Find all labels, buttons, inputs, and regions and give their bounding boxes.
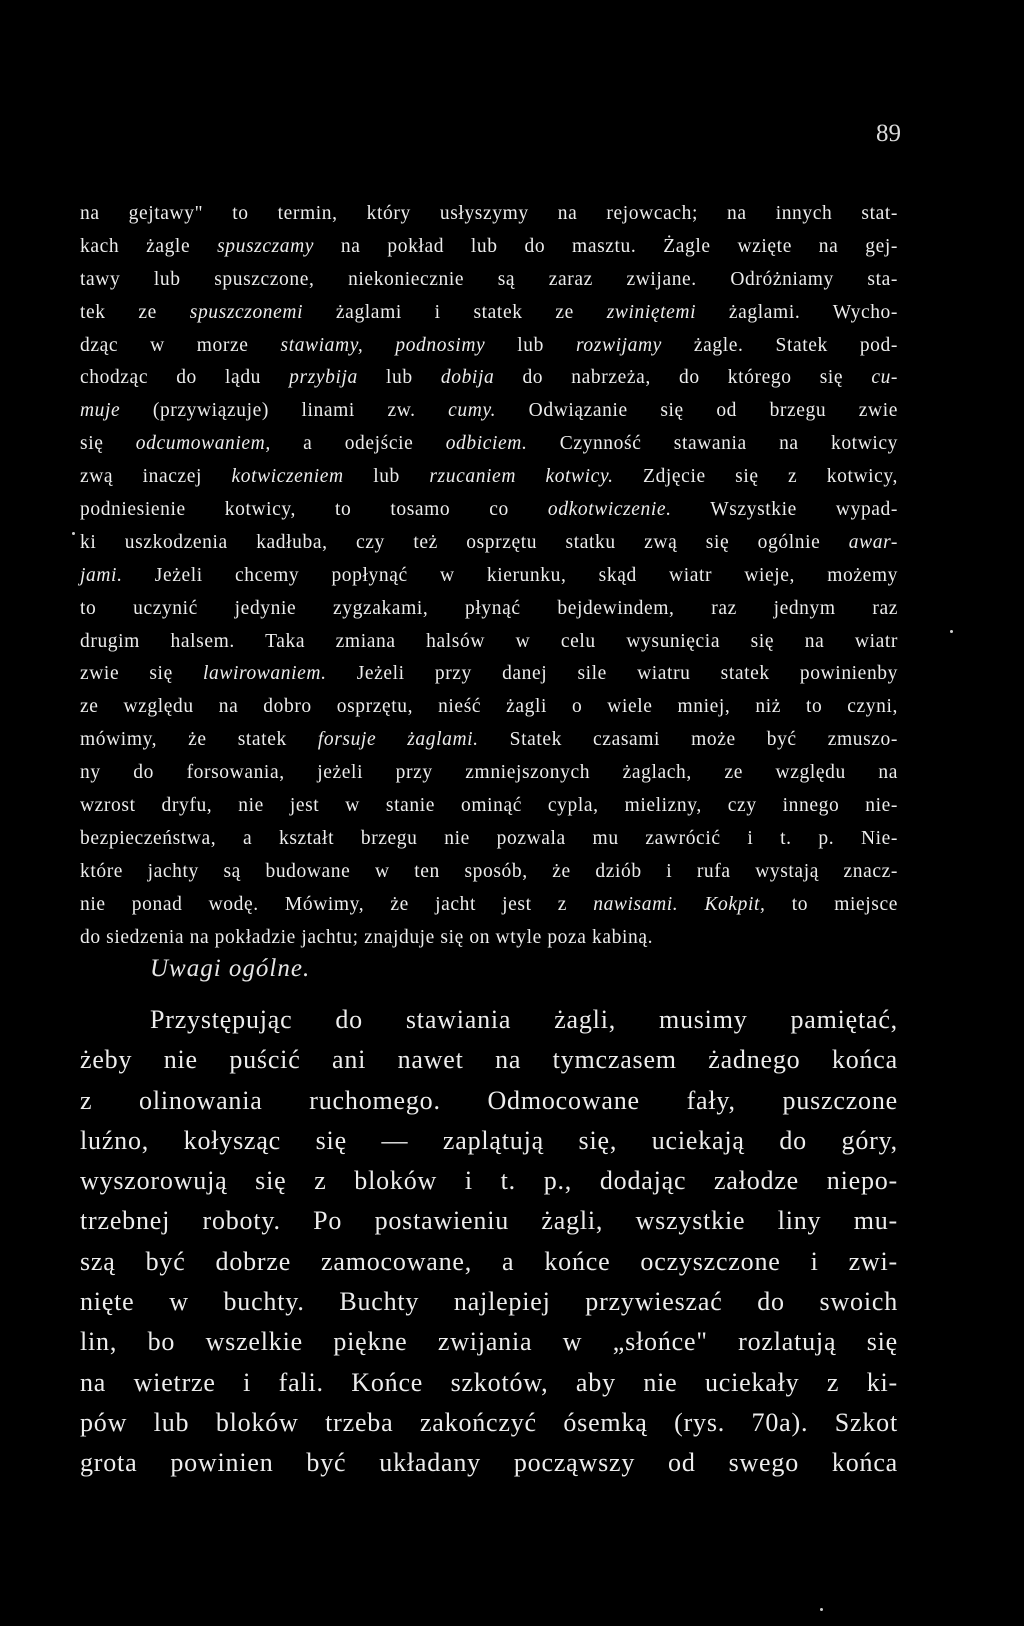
- text-segment: mówimy, że statek: [80, 729, 318, 751]
- text-line: wyszorowują się z bloków i t. p., dodając załodze niepo-: [80, 1166, 898, 1196]
- text-segment: forsuje żaglami.: [317, 729, 479, 751]
- text-segment: Wszystkie wypad-: [671, 499, 898, 521]
- text-line: z olinowania ruchomego. Odmocowane fały, puszczone: [80, 1085, 898, 1115]
- text-line: [80, 889, 898, 922]
- text-segment: (przywiązuje) linami zw.: [120, 400, 449, 422]
- text-segment: zwiniętemi: [606, 301, 697, 323]
- text-line: nięte w buchty. Buchty najlepiej przywieszać do swoich: [80, 1287, 898, 1317]
- text-segment: żagle. Statek pod-: [661, 334, 898, 356]
- text-line: szą być dobrze zamocowane, a końce oczyszczone i zwi-: [80, 1246, 898, 1276]
- text-line: na wietrze i fali. Końce szkotów, aby nie uciekały z ki-: [80, 1367, 898, 1397]
- text-segment: nawisami. Kokpit,: [593, 893, 766, 915]
- text-line: [80, 691, 898, 724]
- text-segment: Jeżeli chcemy popłynąć w kierunku, skąd wiatr wieje, możemy: [122, 564, 898, 586]
- text-line: Przystępując do stawiania żagli, musimy pamiętać,: [150, 1005, 898, 1034]
- text-line: [80, 922, 898, 955]
- text-segment: cumy.: [448, 400, 497, 422]
- text-segment: na gejtawy" to termin, który usłyszymy na rejowcach; na innych stat-: [80, 203, 898, 224]
- text-line: [80, 658, 898, 691]
- text-line: [80, 395, 898, 428]
- text-segment: przybija: [289, 367, 358, 389]
- text-segment: awar-: [848, 531, 898, 553]
- text-segment: rzucaniem kotwicy.: [429, 466, 614, 488]
- text-line: [80, 231, 898, 264]
- text-line: żeby nie puścić ani nawet na tymczasem żadnego końca: [80, 1045, 898, 1075]
- text-line: pów lub bloków trzeba zakończyć ósemką (rys. 70a). Szkot: [80, 1407, 898, 1437]
- text-line: [80, 264, 898, 297]
- text-segment: cu-: [871, 367, 899, 389]
- text-segment: kach żagle: [80, 235, 218, 257]
- text-segment: Zdjęcie się z kotwicy,: [613, 466, 898, 488]
- text-line: grota powinien być układany począwszy od swego końca: [80, 1448, 898, 1478]
- text-segment: ki uszkodzenia kadłuba, czy też osprzętu statku zwą się ogólnie: [80, 531, 849, 553]
- text-segment: jami.: [80, 564, 123, 586]
- text-segment: to miejsce: [765, 893, 899, 915]
- text-segment: stawiamy, podnosimy: [280, 334, 486, 356]
- text-line: [80, 626, 898, 659]
- text-segment: się: [80, 433, 136, 455]
- text-line: luźno, kołysząc się — zaplątują się, uciekają do góry,: [80, 1125, 898, 1155]
- text-segment: które jachty są budowane w ten sposób, że dziób i rufa wystają znacz-: [80, 860, 898, 882]
- text-segment: a odejście: [270, 433, 446, 455]
- text-segment: lub: [343, 466, 430, 488]
- text-segment: żaglami. Wycho-: [696, 301, 898, 323]
- text-segment: muje: [80, 400, 121, 422]
- text-segment: Jeżeli przy danej sile wiatru statek powinienby: [326, 663, 898, 685]
- text-segment: Odwiązanie się od brzegu zwie: [496, 400, 898, 422]
- text-line: [80, 527, 898, 560]
- text-line: [80, 593, 898, 626]
- text-line: [80, 198, 898, 231]
- text-segment: tawy lub spuszczone, niekoniecznie są zaraz zwijane. Odróżniamy sta-: [80, 268, 898, 290]
- text-segment: Czynność stawania na kotwicy: [527, 433, 898, 455]
- text-segment: lawirowaniem.: [203, 663, 327, 685]
- page-number: 89: [876, 120, 901, 147]
- text-segment: dobija: [440, 367, 495, 389]
- text-segment: drugim halsem. Taka zmiana halsów w celu wysunięcia się na wiatr: [80, 630, 898, 652]
- text-segment: odbiciem.: [445, 433, 528, 455]
- text-line: lin, bo wszelkie piękne zwijania w „słońce" rozlatują się: [80, 1327, 898, 1357]
- text-segment: ny do forsowania, jeżeli przy zmniejszonych żaglach, ze względu na: [80, 762, 898, 784]
- text-segment: rozwijamy: [575, 334, 662, 356]
- text-segment: do nabrzeża, do którego się: [494, 367, 872, 389]
- text-segment: odcumowaniem,: [135, 433, 271, 455]
- text-line: [80, 757, 898, 790]
- text-segment: spuszczamy: [217, 235, 315, 257]
- text-segment: chodząc do lądu: [80, 367, 290, 389]
- text-segment: zwie się: [80, 663, 203, 685]
- text-line: [80, 790, 898, 823]
- text-segment: Statek czasami może być zmuszo-: [478, 729, 898, 751]
- text-line: trzebnej roboty. Po postawieniu żagli, wszystkie liny mu-: [80, 1206, 898, 1236]
- text-line: [80, 330, 898, 363]
- text-line: [80, 461, 898, 494]
- text-segment: bezpieczeństwa, a kształt brzegu nie pozwala mu zawrócić i t. p. Nie-: [80, 827, 898, 849]
- text-line: [80, 823, 898, 856]
- text-segment: wzrost dryfu, nie jest w stanie ominąć cypla, mielizny, czy innego nie-: [80, 795, 898, 817]
- text-segment: lub: [485, 334, 576, 356]
- text-line: [80, 856, 898, 889]
- text-segment: do siedzenia na pokładzie jachtu; znajduje się on wtyle poza kabiną.: [80, 926, 654, 948]
- text-segment: lub: [357, 367, 441, 389]
- general-remarks-paragraph: [80, 1000, 898, 1484]
- text-segment: na pokład lub do masztu. Żagle wzięte na gej-: [314, 235, 898, 257]
- text-segment: dząc w morze: [80, 334, 281, 356]
- text-line: [80, 724, 898, 757]
- definitions-paragraph: [80, 198, 898, 954]
- text-segment: zwą inaczej: [80, 466, 232, 488]
- section-heading: Uwagi ogólne.: [150, 955, 311, 982]
- text-segment: odkotwiczenie.: [547, 499, 672, 521]
- text-segment: nie ponad wodę. Mówimy, że jacht jest z: [80, 893, 594, 915]
- text-segment: kotwiczeniem: [231, 466, 344, 488]
- text-line: [80, 560, 898, 593]
- text-line: [80, 297, 898, 330]
- text-segment: to uczynić jedynie zygzakami, płynąć bejdewindem, raz jednym raz: [80, 597, 898, 619]
- text-segment: podniesienie kotwicy, to tosamo co: [80, 499, 548, 521]
- text-line: [80, 494, 898, 527]
- text-segment: tek ze: [80, 301, 190, 323]
- text-line: [80, 428, 898, 461]
- text-line: [80, 362, 898, 395]
- text-segment: spuszczonemi: [189, 301, 304, 323]
- text-segment: żaglami i statek ze: [303, 301, 607, 323]
- text-segment: ze względu na dobro osprzętu, nieść żagli o wiele mniej, niż to czyni,: [80, 696, 898, 718]
